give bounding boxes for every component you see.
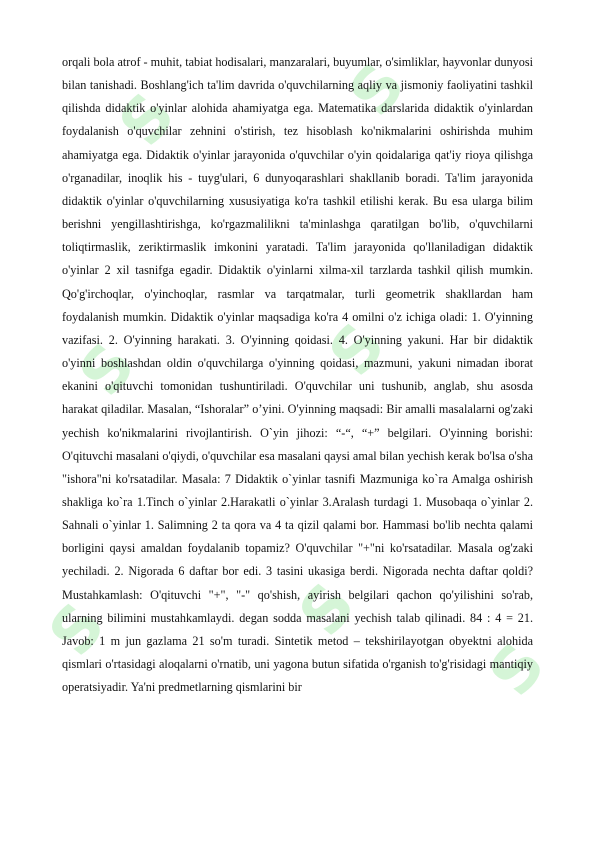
watermark-mark: S (104, 79, 190, 160)
watermark-mark: S (334, 49, 420, 130)
watermark-mark: S (34, 589, 120, 670)
watermark-mark: S (314, 309, 400, 390)
watermark-mark: S (474, 629, 560, 710)
watermark-mark: S (64, 329, 150, 410)
watermark-mark: S (284, 569, 370, 650)
body-paragraph: orqali bola atrof - muhit, tabiat hodisalari, manzaralari, buyumlar, o'simliklar, hayvonlar dunyosi bilan tanishadi. Boshlang'ich ta'lim davrida o'quvchilarning aqliy va jismoniy faoliyatini tashkil qilishda didaktik o'yinlar alohida ahamiyatga ega. Matematika darslarida didaktik o'yinlardan foydalanish o'quvchilar zehnini o'stirish, tez hisoblash ko'nikmalarini oshirishda muhim ahamiyatga ega. Didaktik o'yinlar jarayonida o'quvchilar o'yin qoidalariga qat'iy rioya qilishga o'rganadilar, inoqlik his - tuyg'ulari, 6 dunyoqarashlari shakllanib boradi. Ta'lim jarayonida didaktik o'yinlar o'quvchilarning xususiyatiga ko'ra tashkil etilishi kerak. Bu esa ularga bilim berishni yengillashtirishga, ko'rgazmalilikni ta'minlashga qaratilgan bo'lib, o'quvchilarni toliqtirmaslik, zeriktirmaslik imkonini yaratadi. Ta'lim jarayonida qo'llaniladigan didaktik o'yinlar 2 xil tasnifga egadir. Didaktik o'yinlarni xilma-xil tarzlarda tashkil qilish mumkin. Qo'g'irchoqlar, o'yinchoqlar, rasmlar va tarqatmalar, turli geometrik shakllardan ham foydalanish mumkin. Didaktik o'yinlar maqsadiga ko'ra 4 omilni o'z ichiga oladi: 1. O'yinning vazifasi. 2. O'yinning harakati. 3. O'yinning qoidasi. 4. O'yinning yakuni. Har bir didaktik o'yinni boshlashdan oldin o'quvchilarga o'yinning qoidasi, mazmuni, yakuni nimadan iborat ekanini o'qituvchi tomonidan tushuntiriladi. O'quvchilar uni tushunib, anglab, shu asosda harakat qiladilar. Masalan, “Ishoralar” o’yini. O'yinning maqsadi: Bir amalli masalalarni og'zaki yechish ko'nikmalarini rivojlantirish. O`yin jihozi: “-“, “+” belgilari. O'yinning borishi: O'qituvchi masalani o'qiydi, o'quvchilar esa masalani qaysi amal bilan yechish kerak bo'lsa o'sha "ishora"ni ko'rsatadilar. Masala: 7 Didaktik o`yinlar tasnifi Mazmuniga ko`ra Amalga oshirish shakliga ko`ra 1.Tinch o`yinlar 2.Harakatli o`yinlar 3.Aralash turdagi 1. Musobaqa o`yinlar 2. Sahnali o`yinlar 1. Salimning 2 ta qora va 4 ta qizil qalami bor. Hammasi bo'lib nechta qalami borligini qaysi amaldan foydalanib topamiz? O'quvchilar "+"ni ko'rsatadilar. Masala og'zaki yechiladi. 2. Nigorada 6 daftar bor edi. 3 tasini ukasiga berdi. Nigorada nechta daftar qoldi? Mustahkamlash: O'qituvchi "+", "-" qo'shish, ayirish belgilari qachon qo'yilishini so'rab, ularning bilimini mustahkamlaydi. degan sodda masalani yechish talab qilinadi. 84 : 4 = 21. Javob: 1 m jun gazlama 21 so'm turadi. Sintetik metod – tekshirilayotgan obyektni alohida qismlari o'rtasidagi aloqalarni o'rnatib, uni yagona butun sifatida o'rganish to'g'risidagi mantiqiy operatsiyadir. Ya'ni predmetlarning qismlarini bir (62, 55, 533, 695)
